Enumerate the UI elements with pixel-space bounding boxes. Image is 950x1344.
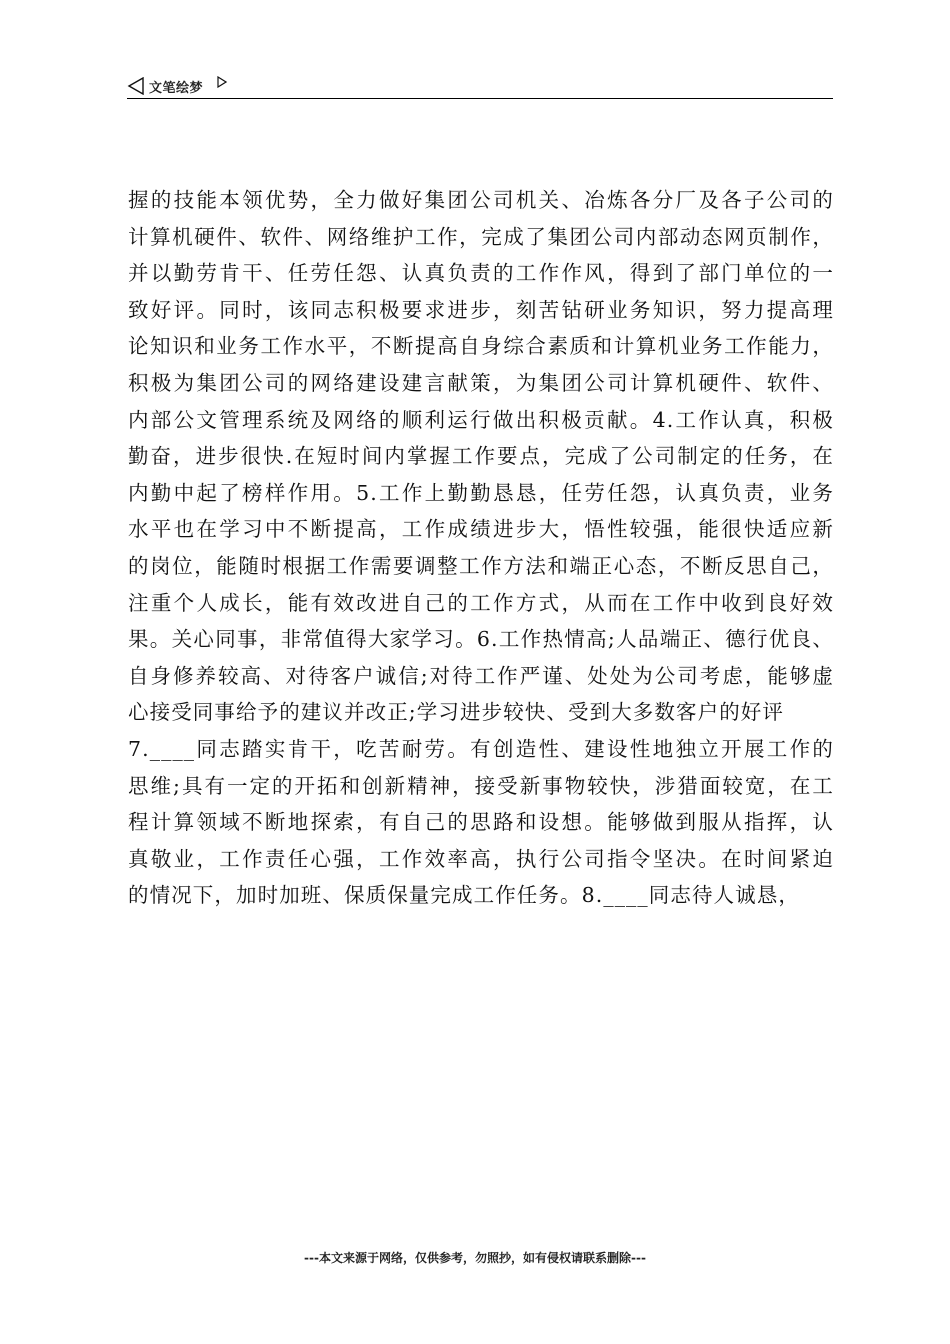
text-line: 7.____同志踏实肯干，吃苦耐劳。有创造性、建设性地独立开展工作的 [128,736,834,761]
text-line: 内勤中起了榜样作用。5.工作上勤勤恳恳，任劳任怨，认真负责，业务 [128,480,834,505]
text-line: 计算机硬件、软件、网络维护工作，完成了集团公司内部动态网页制作， [128,224,834,249]
text-line: 勤奋，进步很快.在短时间内掌握工作要点，完成了公司制定的任务，在 [128,444,834,469]
document-body [128,182,834,914]
triangle-left-outline-icon [127,77,145,95]
text-line: 并以勤劳肯干、任劳任怨、认真负责的工作作风，得到了部门单位的一 [128,261,834,286]
text-line: 论知识和业务工作水平，不断提高自身综合素质和计算机业务工作能力， [128,334,834,359]
text-line: 自身修养较高、对待客户诚信;对待工作严谨、处处为公司考虑，能够虚 [128,663,834,688]
text-line: 积极为集团公司的网络建设建言献策，为集团公司计算机硬件、软件、 [128,370,834,395]
page-header [127,74,833,99]
text-line: 水平也在学习中不断提高，工作成绩进步大，悟性较强，能很快适应新 [128,517,834,542]
header-title: 文笔绘梦 [149,81,204,96]
text-line: 果。关心同事，非常值得大家学习。6.工作热情高;人品端正、德行优良、 [128,627,834,652]
text-line: 内部公文管理系统及网络的顺利运行做出积极贡献。4.工作认真，积极 [128,407,834,432]
text-line: 注重个人成长，能有效改进自己的工作方式，从而在工作中收到良好效 [128,590,834,615]
text-line: 心接受同事给予的建议并改正;学习进步较快、受到大多数客户的好评 [128,700,785,725]
text-line: 的情况下，加时加班、保质保量完成工作任务。8.____同志待人诚恳， [128,883,800,908]
text-line: 真敬业，工作责任心强，工作效率高，执行公司指令坚决。在时间紧迫 [128,846,834,871]
text-line: 程计算领域不断地探索，有自己的思路和设想。能够做到服从指挥，认 [128,810,834,835]
text-line: 的岗位，能随时根据工作需要调整工作方法和端正心态，不断反思自己， [128,553,834,578]
page-footer: ---本文来源于网络，仅供参考，勿照抄，如有侵权请联系删除--- [304,1251,646,1265]
text-line: 致好评。同时，该同志积极要求进步，刻苦钻研业务知识，努力提高理 [128,297,834,322]
text-line: 握的技能本领优势，全力做好集团公司机关、冶炼各分厂及各子公司的 [128,188,834,212]
text-line: 思维;具有一定的开拓和创新精神，接受新事物较快，涉猎面较宽，在工 [128,773,834,798]
triangle-right-outline-icon [217,76,227,88]
